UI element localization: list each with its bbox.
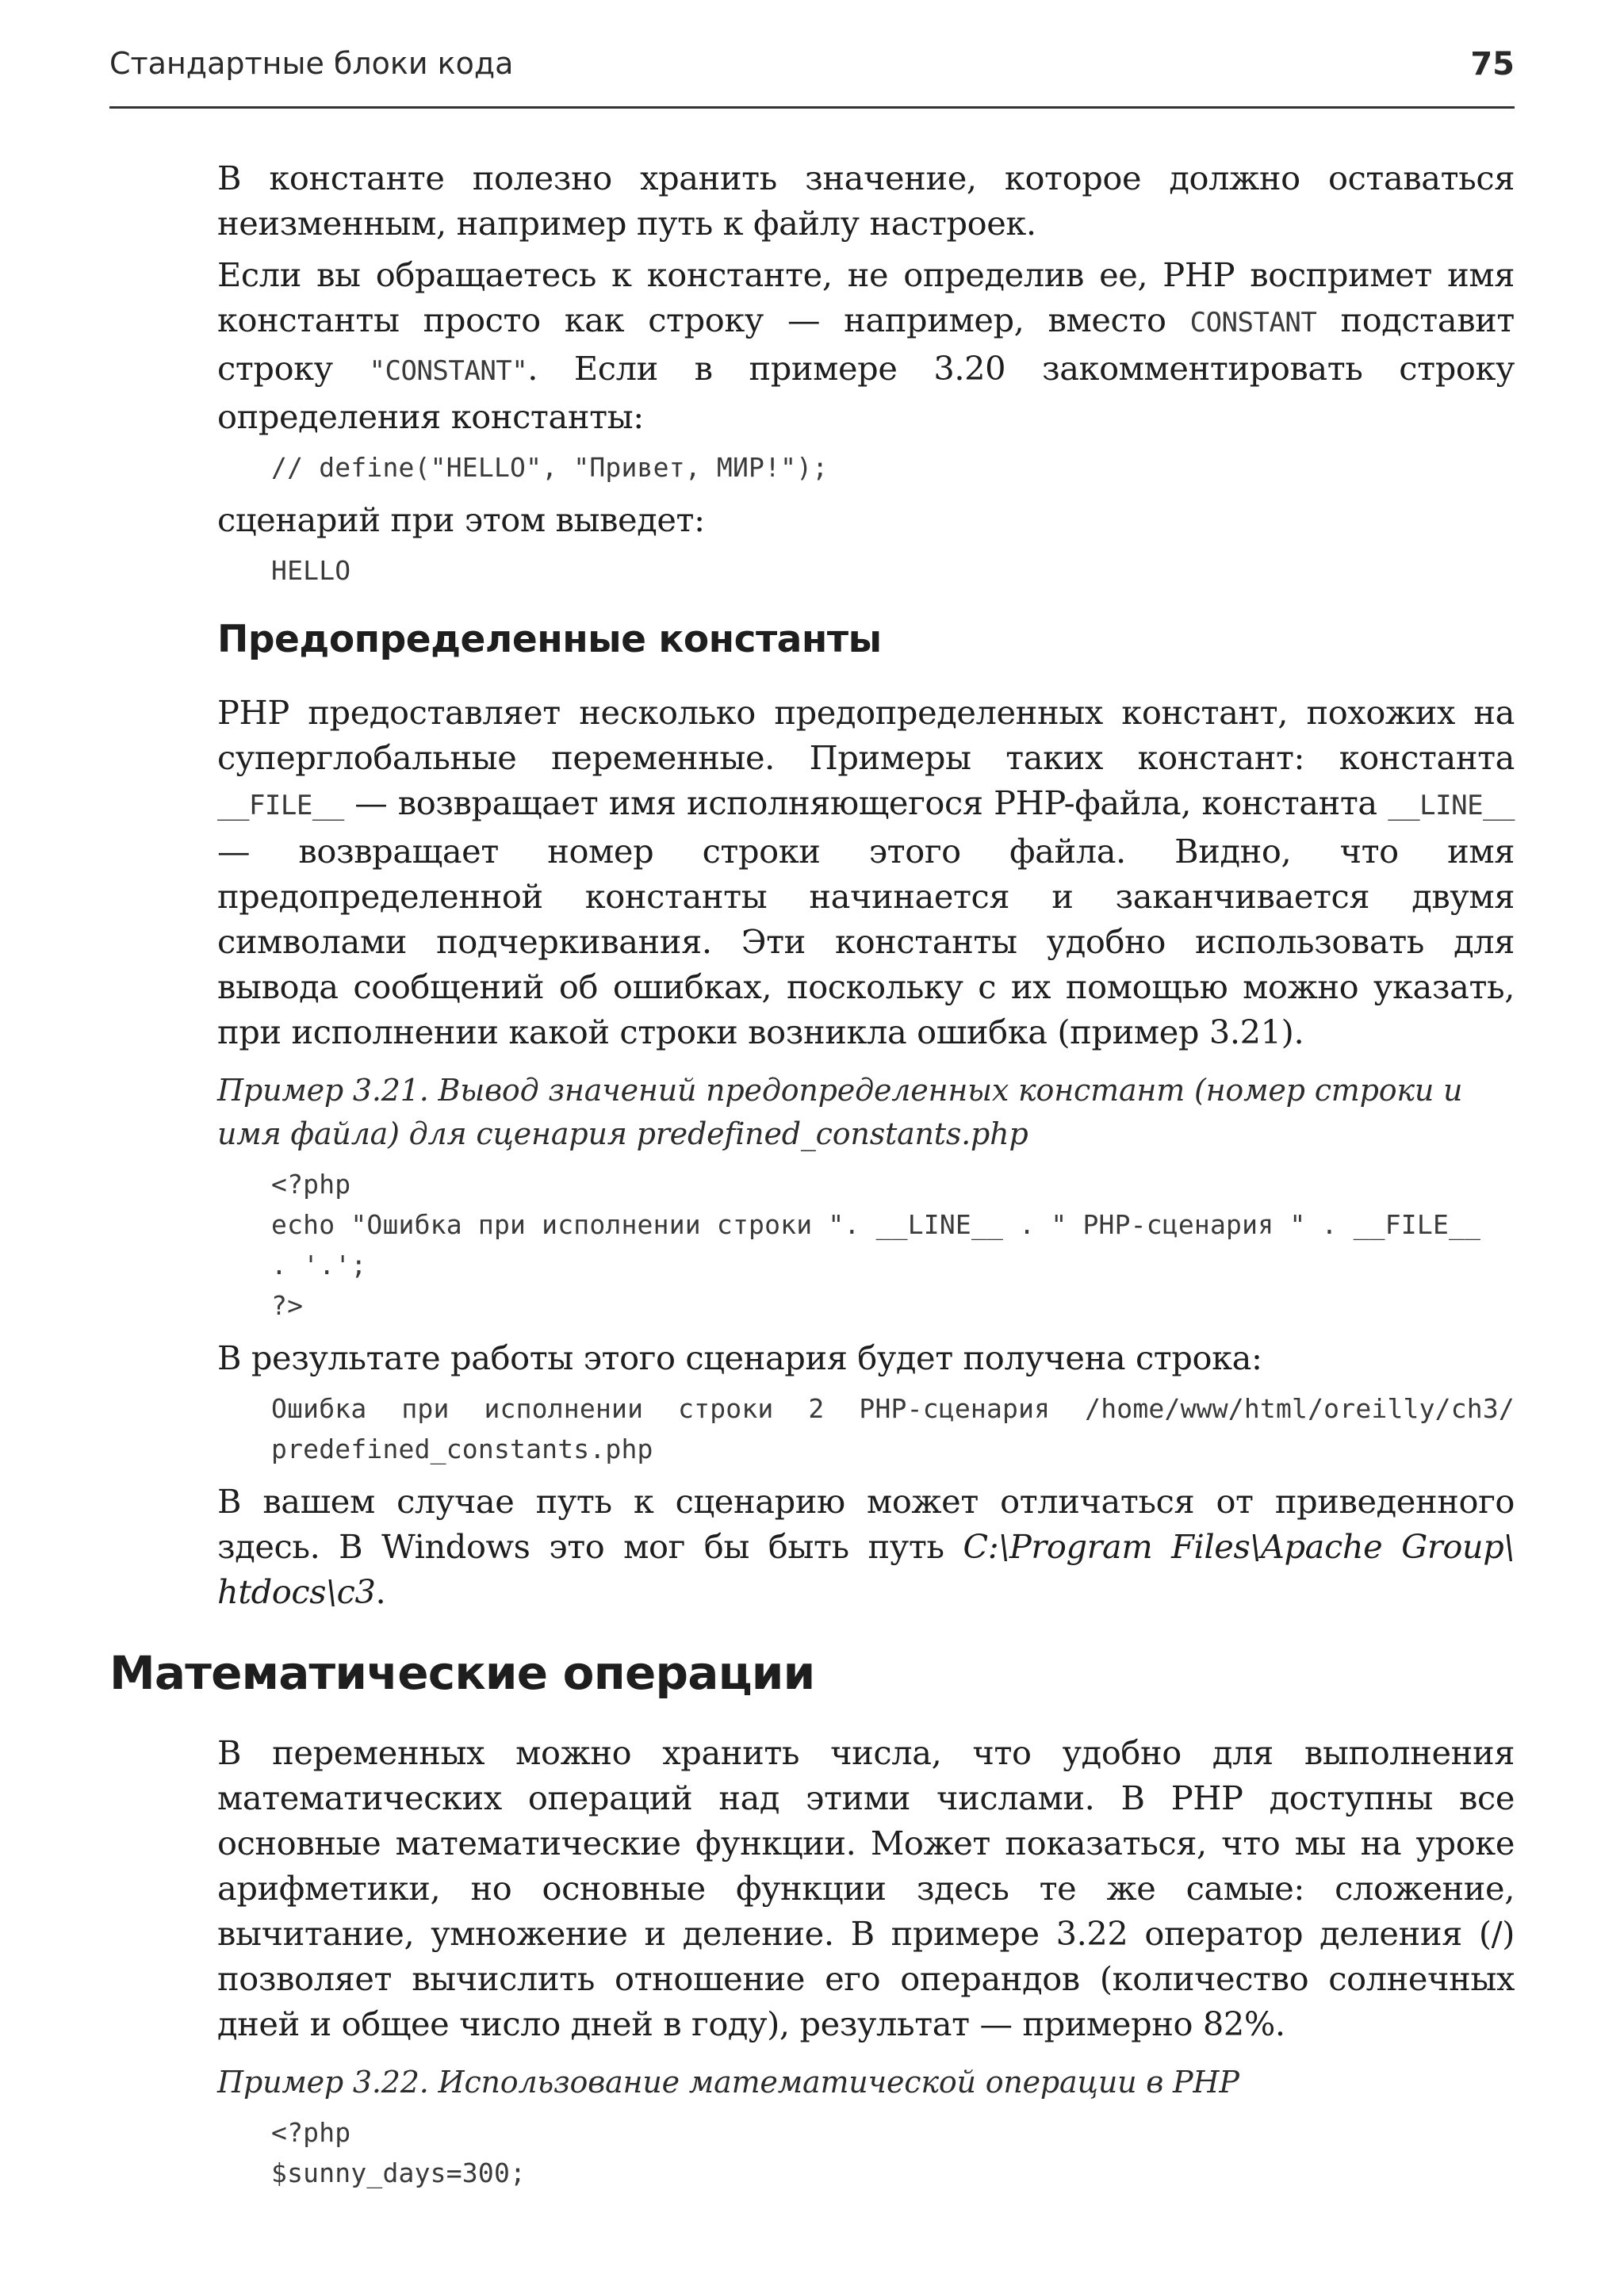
paragraph-windows-path [217, 1479, 1515, 1614]
windows-path: C:\Program Files\Apache Group\ htdocs\c3 [217, 1527, 1515, 1611]
subheading-predefined-constants: Предопределенные константы [217, 618, 882, 661]
text-run: — возвращает номер строки этого файла. Видно, что имя предопределенной константы начинается и заканчивается двумя символами подчеркивания. Эти константы удобно использовать для вывода сообщений об ошибках, поскольку с их помощью можно указать, при исполнении какой строки возникла ошибка (пример 3.21). [217, 832, 1515, 1051]
paragraph-predefined-constants [217, 690, 1515, 1055]
code-block-result-output: Ошибка при исполнении строки 2 PHP-сценария /home/www/html/oreilly/ch3/ predefined_constants.php [271, 1393, 1515, 1464]
inline-code: CONSTANT [1189, 307, 1317, 339]
text-run: Если вы обращаетесь к константе, не определив ее, PHP воспримет имя константы просто как строку — например, вместо [217, 255, 1515, 339]
paragraph-undefined-constant [217, 252, 1515, 439]
running-header [109, 46, 1515, 90]
text-run: подставит строку [217, 301, 1515, 388]
text-run: . Если в примере 3.20 закомментировать строку определения константы: [217, 349, 1515, 436]
paragraph-result-intro: В результате работы этого сценария будет получена строка: [217, 1338, 1262, 1377]
inline-code: __FILE__ [217, 790, 344, 821]
example-caption-3-22: Пример 3.22. Использование математической операции в PHP [217, 2065, 1239, 2100]
section-heading-math-operations: Математические операции [109, 1646, 815, 1700]
inline-code: "CONSTANT" [369, 355, 528, 387]
code-block-hello-output: HELLO [271, 555, 351, 586]
code-block-define: // define("HELLO", "Привет, МИР!"); [271, 452, 829, 483]
header-rule [109, 106, 1515, 109]
chapter-title: Стандартные блоки кода [109, 46, 514, 81]
code-block-example-3-21: <?php echo "Ошибка при исполнении строки ". __LINE__ . " PHP-сценария " . __FILE__ . '.'; ?> [271, 1169, 1481, 1321]
text-run: . [375, 1572, 386, 1611]
text-run: — возвращает имя исполняющегося PHP-файла, константа [343, 783, 1388, 822]
text-run: PHP предоставляет несколько предопределенных констант, похожих на суперглобальные переменные. Примеры таких констант: константа [217, 693, 1515, 777]
example-caption-3-21: Пример 3.21. Вывод значений предопределенных констант (номер строки и имя файла) для сценария predefined_constants.php [217, 1073, 1463, 1151]
paragraph-math-operations: В переменных можно хранить числа, что удобно для выполнения математических операций над этими числами. В PHP доступны все основные математические функции. Может показаться, что мы на уроке арифметики, но основные функции здесь те же самые: сложение, вычитание, умножение и деление. В примере 3.22 оператор деления (/) позволяет вычислить отношение его операндов (количество солнечных дней и общее число дней в году), результат — примерно 82%. [217, 1733, 1515, 2043]
page-content [109, 155, 1515, 2203]
paragraph-constant-usage: В константе полезно хранить значение, которое должно оставаться неизменным, например путь к файлу настроек. [217, 159, 1515, 243]
code-block-example-3-22: <?php $sunny_days=300; [271, 2117, 527, 2188]
inline-code: __LINE__ [1388, 790, 1515, 821]
text-run: В вашем случае путь к сценарию может отличаться от приведенного здесь. В Windows это мог бы быть путь [217, 1482, 1515, 1566]
paragraph-output-intro: сценарий при этом выведет: [217, 500, 705, 539]
page-number: 75 [1470, 46, 1515, 82]
